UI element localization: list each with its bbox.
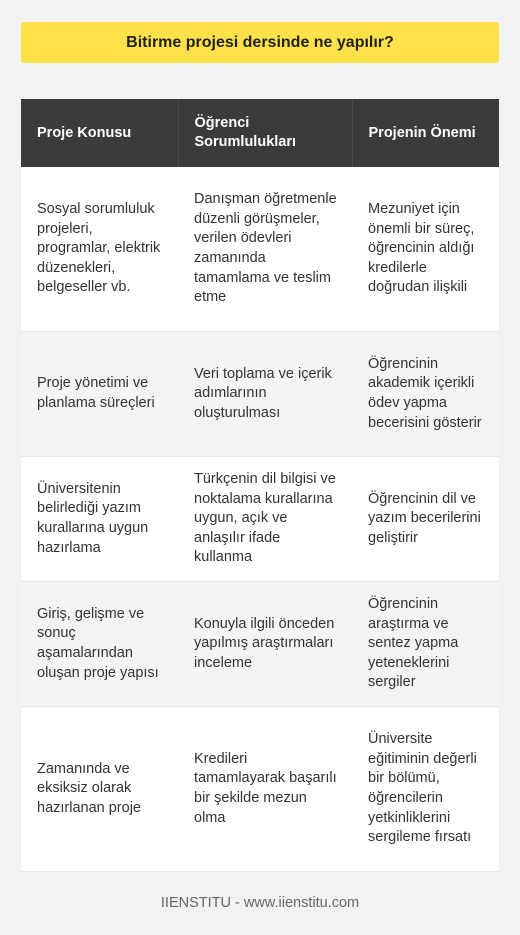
table-row <box>21 707 499 872</box>
table-cell: Öğrencinin akademik içerikli ödev yapma becerisini gösterir <box>352 332 499 457</box>
table-row <box>21 332 499 457</box>
table-cell: Öğrencinin dil ve yazım becerilerini geliştirir <box>352 457 499 582</box>
table-row <box>21 167 499 332</box>
footer-credit: IIENSTITU - www.iienstitu.com <box>160 895 360 911</box>
column-header-responsibilities: Öğrenci Sorumlulukları <box>178 99 352 167</box>
table-cell: Mezuniyet için önemli bir süreç, öğrencinin aldığı kredilerle doğrudan ilişkili <box>352 167 499 332</box>
page-title: Bitirme projesi dersinde ne yapılır? <box>126 33 394 51</box>
table-row <box>21 582 499 707</box>
title-banner <box>21 22 499 63</box>
table-header-row <box>21 99 499 167</box>
column-header-importance: Projenin Önemi <box>352 99 499 167</box>
table-cell: Danışman öğretmenle düzenli görüşmeler, verilen ödevleri zamanında tamamlama ve teslim etme <box>178 167 352 332</box>
table-cell: Öğrencinin araştırma ve sentez yapma yeteneklerini sergiler <box>352 582 499 707</box>
table-row <box>21 457 499 582</box>
table-cell: Konuyla ilgili önceden yapılmış araştırmaları inceleme <box>178 582 352 707</box>
info-table <box>21 99 499 872</box>
table-cell: Üniversite eğitiminin değerli bir bölümü, öğrencilerin yetkinliklerini sergileme fırsatı <box>352 707 499 872</box>
table-cell: Veri toplama ve içerik adımlarının oluşturulması <box>178 332 352 457</box>
table-cell: Üniversitenin belirlediği yazım kurallarına uygun hazırlama <box>21 457 178 582</box>
table-cell: Zamanında ve eksiksiz olarak hazırlanan proje <box>21 707 178 872</box>
table-cell: Türkçenin dil bilgisi ve noktalama kurallarına uygun, açık ve anlaşılır ifade kullanma <box>178 457 352 582</box>
table-cell: Giriş, gelişme ve sonuç aşamalarından oluşan proje yapısı <box>21 582 178 707</box>
table-cell: Kredileri tamamlayarak başarılı bir şekilde mezun olma <box>178 707 352 872</box>
table-cell: Proje yönetimi ve planlama süreçleri <box>21 332 178 457</box>
table-cell: Sosyal sorumluluk projeleri, programlar, elektrik düzenekleri, belgeseller vb. <box>21 167 178 332</box>
column-header-topic: Proje Konusu <box>21 99 178 167</box>
